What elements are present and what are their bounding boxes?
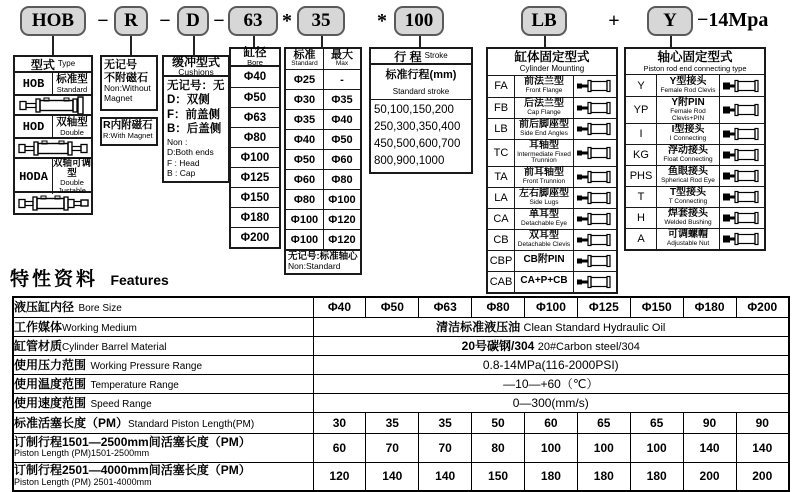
rodend-row (626, 144, 764, 165)
type-name-cn: 标准型 (56, 73, 88, 85)
cylinder-mounting-icon (574, 188, 616, 208)
rodend-row (626, 123, 764, 144)
rod-max-value: Φ40 (323, 110, 360, 129)
mounting-row (488, 271, 616, 292)
magnet-none-en: Non:Without (104, 83, 151, 94)
type-row-hoda (13, 157, 93, 193)
double-rod-cylinder-icon (13, 137, 93, 159)
mounting-code: CB (493, 233, 509, 246)
rod-table (284, 47, 362, 251)
rod-max-cn: 最大 (331, 49, 353, 62)
mounting-name-cn: CB附PIN (523, 254, 565, 265)
rodend-header-cn: 轴心固定型式 (657, 50, 733, 64)
row-label: 使用压力范围 Working Pressure Range (13, 355, 313, 374)
code-box-rod: 35 (297, 6, 345, 36)
stroke-values (371, 100, 471, 172)
mounting-row (488, 187, 616, 208)
rodend-column (624, 47, 766, 251)
bore-size-cell: Φ80 (472, 297, 525, 317)
mounting-name-cn: 前耳轴型 (524, 166, 564, 178)
working-medium-value: 清洁标准液压油 Clean Standard Hydraulic Oil (313, 317, 789, 336)
connector-line (52, 36, 54, 55)
bore-header (229, 47, 281, 67)
cushion-option: D：双侧 (167, 94, 210, 107)
magnet-none-box (100, 55, 158, 111)
piston-length-cell: 140 (736, 433, 789, 462)
cylinder-mounting-icon (574, 98, 616, 118)
piston-length-cell: 70 (366, 433, 419, 462)
cushion-option-en: D:Both ends (167, 147, 214, 158)
mounting-code: LA (494, 191, 508, 204)
cylinder-mounting-icon (574, 119, 616, 139)
rod-std-value: Φ50 (293, 153, 316, 166)
bore-value: Φ125 (231, 167, 279, 187)
mounting-code: CBP (489, 254, 513, 267)
connector-line (321, 36, 323, 47)
type-header-cn: 型式 (30, 57, 55, 72)
piston-length-cell: 100 (577, 433, 630, 462)
connector-line (193, 36, 195, 55)
rodend-rows (626, 75, 764, 249)
rod-row (286, 209, 360, 229)
type-code: HOD (15, 116, 53, 137)
rodend-row (626, 228, 764, 249)
rod-row (286, 149, 360, 169)
rod-row (286, 89, 360, 109)
rodend-name-cn: 焊套接头 (668, 208, 708, 220)
mounting-column (486, 47, 618, 294)
mounting-name-en: Side End Angles (520, 129, 568, 137)
mounting-name-cn: 前后脚座型 (519, 118, 569, 130)
piston-length-cell: 35 (366, 412, 419, 433)
rodend-name-en: Adjustable Nut (666, 240, 710, 248)
cushion-option-en: F : Head (167, 157, 200, 168)
rod-end-connector-icon (720, 208, 764, 228)
piston-length-2501-4000-row (13, 462, 789, 491)
adjustable-double-rod-cylinder-icon (13, 191, 93, 215)
mounting-name-cn: CA+P+CB (520, 275, 568, 286)
mounting-name-cn: 前法兰型 (524, 76, 564, 88)
code-box-magnet: R (114, 6, 148, 36)
code-box-model: HOB (20, 6, 86, 36)
rodend-name-cn: Y型接头 (669, 75, 707, 87)
bore-size-cell: Φ63 (419, 297, 472, 317)
rodend-name-cn: 可调螺帽 (668, 229, 708, 241)
row-label: 订制行程2501—4000mm间活塞长度（PM） Piston Length (PM) 2501-4000mm (13, 462, 313, 491)
connector-line (130, 36, 132, 55)
mounting-name-en: Detachable Clevis (517, 240, 571, 248)
connector-line (253, 36, 255, 47)
rod-end-connector-icon (720, 124, 764, 144)
rodend-name-en: Spherical Rod Eye (661, 177, 715, 185)
stroke-value-line: 450,500,600,700 (374, 138, 461, 150)
type-column (13, 55, 93, 215)
stroke-value-line: 800,900,1000 (374, 155, 445, 167)
rod-row (286, 189, 360, 209)
rod-rows (286, 69, 360, 249)
std-piston-length-row (13, 412, 789, 433)
piston-length-cell: 90 (683, 412, 736, 433)
mounting-name-cn: 耳轴型 (529, 139, 559, 151)
bore-value: Φ100 (231, 147, 279, 167)
bore-value: Φ80 (231, 127, 279, 147)
piston-length-cell: 90 (736, 412, 789, 433)
rodend-code: PHS (629, 170, 653, 182)
mounting-name-cn: 后法兰型 (524, 97, 564, 109)
rodend-name-en: Female Rod Clevis+PIN (670, 108, 706, 122)
rodend-code: A (637, 233, 645, 245)
rodend-row (626, 165, 764, 186)
code-separator: − (213, 9, 225, 32)
rodend-name-en: Female Rod Clevis (660, 86, 716, 94)
rod-std-value: Φ35 (293, 113, 316, 126)
type-name-en: Standard (56, 84, 88, 94)
connector-line (419, 36, 421, 47)
rodend-table (624, 47, 766, 251)
piston-length-cell: 140 (366, 462, 419, 491)
code-asterisk: * (282, 9, 292, 32)
cylinder-mounting-icon (574, 251, 616, 271)
mounting-name-en: Front Trunnion (522, 177, 566, 185)
mounting-row (488, 166, 616, 187)
rod-end-connector-icon (720, 166, 764, 186)
working-medium-row (13, 317, 789, 336)
rodend-name-cn: Y附PIN (671, 97, 705, 108)
rodend-code: I (639, 128, 643, 140)
pressure-range-value: 0.8-14MPa(116-2000PSI) (313, 355, 789, 374)
cylinder-mounting-icon (574, 140, 616, 166)
bore-column (229, 47, 281, 249)
temperature-range-value: —10—+60（℃） (313, 374, 789, 393)
rod-footer (284, 249, 362, 275)
rodend-name-en: T Connecting (668, 198, 708, 206)
mounting-header (488, 49, 616, 76)
bore-size-cell: Φ180 (683, 297, 736, 317)
rod-std-value: Φ25 (293, 73, 316, 86)
rod-max-value: - (323, 70, 360, 89)
connector-line (670, 36, 672, 47)
rodend-row (626, 75, 764, 96)
mounting-code: FB (493, 101, 509, 114)
rod-end-connector-icon (720, 187, 764, 207)
piston-length-cell: 100 (525, 433, 578, 462)
stroke-value-line: 250,300,350,400 (374, 121, 461, 133)
rodend-name-en: Float Connecting (663, 156, 713, 164)
rod-end-connector-icon (720, 229, 764, 249)
stroke-subheader (371, 65, 471, 100)
rodend-name-cn: 浮动接头 (668, 145, 708, 157)
mounting-row (488, 139, 616, 166)
piston-length-cell: 200 (736, 462, 789, 491)
speed-range-value: 0—300(mm/s) (313, 393, 789, 412)
stroke-body (369, 63, 473, 174)
mounting-header-en: Cylinder Mounting (519, 63, 585, 73)
bore-size-cell: Φ40 (313, 297, 366, 317)
temperature-range-row (13, 374, 789, 393)
row-label: 标准活塞长度（PM）Standard Piston Length(PM) (13, 412, 313, 433)
mounting-code: FA (494, 80, 508, 92)
rod-header-row (286, 49, 360, 69)
magnet-none-cn2: 不附磁石 (104, 71, 148, 84)
rodend-name-en: Welded Bushing (664, 219, 712, 227)
bore-size-row (13, 297, 789, 317)
cushion-option: F：前盖侧 (167, 108, 221, 121)
type-header-en: Type (57, 59, 76, 68)
code-box-mounting: LB (521, 6, 567, 36)
rod-max-en: Max (335, 60, 349, 68)
cushion-option-en: Non : (167, 136, 188, 147)
pressure-rating-text: −14Mpa (697, 9, 769, 31)
mounting-row (488, 97, 616, 118)
rod-column (284, 47, 362, 275)
mounting-rows (488, 76, 616, 292)
rod-max-value: Φ80 (323, 170, 360, 189)
type-name-en: Double Justable (58, 178, 86, 195)
rod-std-value: Φ100 (290, 213, 319, 226)
piston-length-cell: 30 (313, 412, 366, 433)
cushion-header-en: Cushions (178, 66, 214, 77)
cylinder-mounting-icon (574, 76, 616, 97)
rod-max-value: Φ100 (323, 190, 360, 209)
mounting-code: CA (493, 212, 509, 225)
code-asterisk: * (377, 9, 387, 32)
mounting-name-en: Cap Flange (527, 108, 561, 116)
magnet-none-cn: 无记号 (104, 59, 137, 71)
piston-length-cell: 150 (472, 462, 525, 491)
magnet-r-box (100, 117, 158, 146)
code-separator: − (159, 9, 171, 32)
piston-length-cell: 60 (313, 433, 366, 462)
magnet-column (100, 55, 158, 146)
piston-length-cell: 180 (525, 462, 578, 491)
rod-footer-en: Non:Standard (288, 261, 341, 272)
magnet-r-en: R:With Magnet (103, 130, 153, 140)
rodend-name-cn: I型接头 (671, 124, 705, 136)
row-label: 缸管材质Cylinder Barrel Material (13, 336, 313, 355)
rod-row (286, 129, 360, 149)
rodend-name-cn: T型接头 (669, 187, 707, 199)
mounting-row (488, 208, 616, 229)
mounting-name-en: Side Lugs (529, 198, 559, 206)
cushion-option: 无记号：无 (167, 80, 225, 92)
stroke-header-cn: 行 程 (394, 49, 422, 64)
mounting-name-cn: 双耳型 (529, 229, 559, 241)
rodend-header-en: Piston rod end connecting type (643, 63, 747, 73)
rod-row (286, 169, 360, 189)
features-title-cn: 特性资料 (10, 269, 99, 290)
mounting-header-cn: 缸体固定型式 (514, 50, 590, 64)
rod-end-connector-icon (720, 75, 764, 96)
rod-std-value: Φ80 (293, 193, 316, 206)
stroke-value-line: 50,100,150,200 (374, 104, 454, 116)
cushion-option: B：后盖侧 (167, 123, 222, 136)
mounting-name-en: Front Flange (525, 87, 563, 95)
rod-std-value: Φ40 (293, 133, 316, 146)
cushion-en-lines (167, 137, 225, 180)
piston-length-cell: 100 (630, 433, 683, 462)
features-table (12, 296, 790, 492)
rodend-code: Y (637, 79, 645, 92)
type-name-cn: 双轴可调型 (53, 158, 92, 179)
piston-length-1501-2500-row (13, 433, 789, 462)
rod-row (286, 69, 360, 89)
pressure-range-row (13, 355, 789, 374)
mounting-name-en: Intermediate Fixed Trunnion (517, 150, 571, 164)
barrel-material-row (13, 336, 789, 355)
rodend-code: T (637, 191, 645, 203)
mounting-table (486, 47, 618, 294)
rod-end-connector-icon (720, 97, 764, 123)
rod-max-value: Φ60 (323, 150, 360, 169)
single-rod-cylinder-icon (13, 94, 93, 116)
type-name-cn: 双轴型 (56, 116, 88, 128)
bore-header-en: Bore (247, 58, 263, 67)
mounting-code: CAB (489, 275, 513, 288)
rodend-row (626, 96, 764, 123)
rod-end-connector-icon (720, 145, 764, 165)
mounting-row (488, 76, 616, 97)
code-separator: − (97, 9, 109, 32)
magnet-r-cn: R内附磁石 (103, 119, 153, 131)
piston-length-cell: 65 (577, 412, 630, 433)
cushion-options (162, 75, 230, 183)
mounting-code: LB (494, 122, 508, 135)
bore-value: Φ150 (231, 187, 279, 207)
type-code: HOB (15, 73, 53, 94)
row-label: 液压缸内径 Bore Size (13, 297, 313, 317)
cylinder-mounting-icon (574, 230, 616, 250)
rodend-code: YP (633, 104, 649, 116)
rod-row (286, 229, 360, 249)
rodend-row (626, 186, 764, 207)
stroke-sub-cn: 标准行程(mm) (385, 69, 457, 81)
bore-size-cell: Φ125 (577, 297, 630, 317)
connector-line (544, 36, 546, 47)
piston-length-cell: 50 (472, 412, 525, 433)
code-box-cushion: D (177, 6, 209, 36)
mounting-code: TA (494, 170, 508, 183)
rodend-name-cn: 鱼眼接头 (668, 166, 708, 178)
bore-value: Φ180 (231, 207, 279, 227)
bore-size-cell: Φ100 (525, 297, 578, 317)
cushion-header (162, 55, 230, 77)
bore-size-cell: Φ200 (736, 297, 789, 317)
piston-length-cell: 80 (472, 433, 525, 462)
bore-value: Φ40 (243, 71, 267, 83)
stroke-sub-en: Standard stroke (392, 87, 450, 96)
mounting-row (488, 250, 616, 271)
rod-footer-cn: 无记号:标准轴心 (288, 251, 358, 262)
type-code: HODA (15, 159, 53, 194)
bore-value: Φ50 (231, 87, 279, 107)
mounting-row (488, 229, 616, 250)
rodend-row (626, 207, 764, 228)
cylinder-mounting-icon (574, 272, 616, 292)
features-title (10, 264, 169, 291)
rod-max-value: Φ120 (323, 210, 360, 229)
piston-length-cell: 180 (630, 462, 683, 491)
cushion-column (162, 55, 230, 183)
piston-length-cell: 140 (683, 433, 736, 462)
code-plus-sign: + (608, 9, 620, 32)
bore-value: Φ200 (231, 227, 279, 247)
rodend-code: H (637, 212, 645, 224)
piston-length-cell: 180 (577, 462, 630, 491)
mounting-code: TC (493, 146, 509, 159)
piston-length-cell: 35 (419, 412, 472, 433)
rod-std-value: Φ100 (290, 233, 319, 246)
code-box-bore: 63 (228, 6, 278, 36)
row-label: 订制行程1501—2500mm间活塞长度（PM） Piston Length (PM)1501-2500mm (13, 433, 313, 462)
rod-std-value: Φ30 (293, 93, 316, 106)
piston-length-cell: 200 (683, 462, 736, 491)
stroke-header-en: Stroke (424, 51, 448, 60)
rod-max-value: Φ120 (323, 230, 360, 249)
code-box-stroke: 100 (394, 6, 444, 36)
row-label: 工作媒体Working Medium (13, 317, 313, 336)
cylinder-mounting-icon (574, 209, 616, 229)
type-row-hob (13, 71, 93, 96)
code-box-rodend: Y (647, 6, 693, 36)
bore-size-cell: Φ150 (630, 297, 683, 317)
cushion-option-en: B : Cap (167, 168, 196, 179)
rod-row (286, 109, 360, 129)
mounting-name-en: Detachable Eye (521, 219, 567, 227)
rod-std-en: Standard (291, 60, 318, 68)
rod-max-value: Φ50 (323, 130, 360, 149)
features-title-en: Features (110, 272, 169, 288)
piston-length-cell: 140 (419, 462, 472, 491)
mounting-name-cn: 左右脚座型 (519, 187, 569, 199)
row-label: 使用温度范围 Temperature Range (13, 374, 313, 393)
cylinder-mounting-icon (574, 167, 616, 187)
bore-header-cn: 缸径 (243, 46, 267, 59)
piston-length-cell: 120 (313, 462, 366, 491)
type-name-en: Double (60, 127, 84, 137)
speed-range-row (13, 393, 789, 412)
cushion-cn-lines (167, 79, 225, 137)
rod-std-value: Φ60 (293, 173, 316, 186)
rodend-header (626, 49, 764, 75)
row-label: 使用速度范围 Speed Range (13, 393, 313, 412)
mounting-row (488, 118, 616, 139)
barrel-material-value: 20号碳钢/304 20#Carbon steel/304 (313, 336, 789, 355)
rodend-name-en: I Connecting (669, 135, 707, 143)
mounting-name-cn: 单耳型 (529, 208, 559, 220)
rodend-code: KG (633, 149, 649, 161)
piston-length-cell: 70 (419, 433, 472, 462)
bore-values-list (229, 65, 281, 249)
bore-value: Φ63 (231, 107, 279, 127)
magnet-none-en2: Magnet (104, 92, 133, 103)
type-row-hod (13, 114, 93, 139)
cushion-header-cn: 缓冲型式 (171, 54, 220, 69)
stroke-column (369, 47, 473, 174)
rod-max-value: Φ35 (323, 90, 360, 109)
rod-std-cn: 标准 (293, 49, 316, 62)
bore-size-cell: Φ50 (366, 297, 419, 317)
piston-length-cell: 65 (630, 412, 683, 433)
piston-length-cell: 60 (525, 412, 578, 433)
